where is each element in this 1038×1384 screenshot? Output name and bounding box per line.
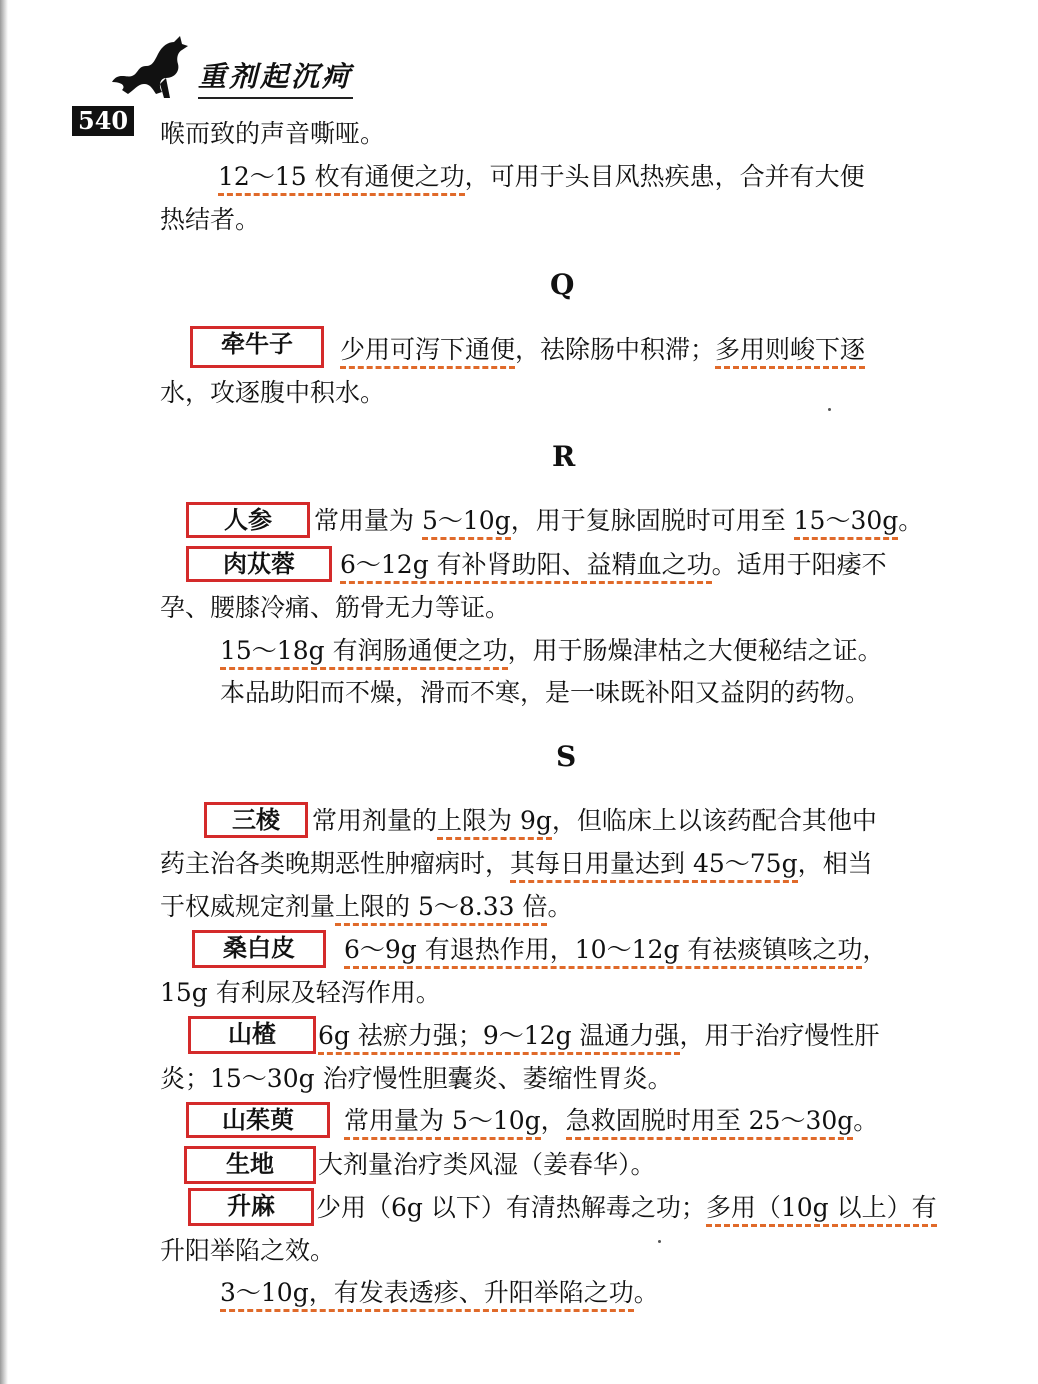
text-span: 常用剂量的	[312, 806, 438, 835]
underlined-phrase: 上限的 5～8.33 倍	[335, 892, 547, 926]
text-span: ，相当	[797, 849, 873, 878]
text-span: 常用量为	[314, 506, 422, 535]
herb-box-sangbaipi: 桑白皮	[192, 930, 326, 968]
herb-box-shengma: 升麻	[188, 1188, 314, 1226]
text-line	[220, 1276, 659, 1310]
text-span: ，用于治疗慢性肝	[679, 1021, 880, 1050]
text-line: 热结者。	[160, 205, 261, 234]
text-line	[160, 890, 573, 924]
herb-box-shengdi: 生地	[184, 1146, 316, 1184]
text-span: ，可用于头目风热疾患，合并有大便	[464, 162, 865, 191]
text-line: 水，攻逐腹中积水。	[160, 378, 386, 407]
underlined-phrase: 6～9g 有退热作用，10～12g 有祛痰镇咳之功	[344, 935, 862, 969]
text-line: 炎；15～30g 治疗慢性胆囊炎、萎缩性胃炎。	[160, 1064, 673, 1093]
underlined-phrase: 少用可泻下通便	[340, 335, 515, 369]
page-number: 540	[72, 106, 134, 136]
underlined-phrase: 15～30g	[794, 506, 899, 540]
scan-speck	[658, 1240, 661, 1243]
text-span: 药主治各类晚期恶性肿瘤病时，	[160, 849, 511, 878]
herb-box-renshen: 人参	[186, 502, 310, 538]
underlined-phrase: 多用（10g 以上）有	[706, 1193, 937, 1227]
herb-box-qianniuzi: 牵牛子	[190, 326, 324, 368]
underlined-phrase: 6～12g 有补肾助阳、益精血之功	[340, 550, 712, 584]
underlined-phrase: 急救固脱时用至 25～30g	[566, 1106, 854, 1140]
text-line: 本品助阳而不燥，滑而不寒，是一味既补阳又益阴的药物。	[220, 678, 871, 707]
text-line	[312, 804, 877, 838]
text-line	[340, 333, 865, 367]
text-span: 。	[898, 506, 924, 535]
text-line	[220, 634, 883, 668]
underlined-phrase: 其每日用量达到 45～75g	[510, 849, 798, 883]
text-line: 15g 有利尿及轻泻作用。	[160, 978, 441, 1007]
text-line	[344, 933, 887, 967]
text-line: 大剂量治疗类风湿（姜春华）。	[318, 1150, 656, 1179]
underlined-phrase: 常用量为 5～10g	[344, 1106, 541, 1140]
underlined-phrase: 15～18g 有润肠通便之功	[220, 636, 508, 670]
text-span: ，祛除肠中积滞；	[515, 335, 716, 364]
text-span: 于权威规定剂量	[160, 892, 336, 921]
text-line	[314, 504, 923, 538]
text-line: 喉而致的声音嘶哑。	[160, 119, 386, 148]
herb-box-shanzha: 山楂	[188, 1016, 316, 1054]
herb-box-roucongrong: 肉苁蓉	[186, 546, 332, 582]
text-line: 升阳举陷之效。	[160, 1236, 336, 1265]
page-edge-shadow	[0, 0, 8, 1384]
underlined-phrase: 上限为 9g	[437, 806, 552, 840]
book-title: 重剂起沉疴	[198, 55, 353, 99]
underlined-phrase: 6g 祛瘀力强；9～12g 温通力强	[318, 1021, 680, 1055]
text-line: 孕、腰膝冷痛、筋骨无力等证。	[160, 593, 511, 622]
text-line	[218, 160, 865, 194]
section-letter-q: Q	[550, 268, 575, 301]
herb-box-sanleng: 三棱	[204, 802, 308, 838]
underlined-phrase: 5～10g	[422, 506, 511, 540]
dragon-logo-icon	[108, 32, 194, 102]
underlined-phrase: 3～10g，有发表透疹、升阳举陷之功	[220, 1278, 634, 1312]
text-line	[160, 847, 873, 881]
text-line	[318, 1019, 880, 1053]
text-span: 。	[633, 1278, 659, 1307]
text-span: ，但临床上以该药配合其他中	[551, 806, 877, 835]
text-span: ，用于复脉固脱时可用至	[510, 506, 794, 535]
text-line	[344, 1104, 878, 1138]
scan-speck	[828, 408, 831, 411]
herb-box-shanzhuyu: 山茱萸	[186, 1102, 330, 1138]
text-span: 。	[547, 892, 573, 921]
text-span: 。适用于阳痿不	[711, 550, 887, 579]
text-span: ，	[862, 935, 888, 964]
text-span: ，	[540, 1106, 566, 1135]
text-line	[340, 548, 887, 582]
text-span: 少用（6g 以下）有清热解毒之功；	[316, 1193, 706, 1222]
underlined-phrase: 多用则峻下逐	[715, 335, 865, 369]
text-span: 。	[853, 1106, 879, 1135]
text-span: ，用于肠燥津枯之大便秘结之证。	[507, 636, 883, 665]
underlined-phrase: 12～15 枚有通便之功	[218, 162, 465, 196]
section-letter-s: S	[556, 740, 577, 773]
section-letter-r: R	[552, 440, 576, 473]
text-line	[316, 1191, 937, 1225]
